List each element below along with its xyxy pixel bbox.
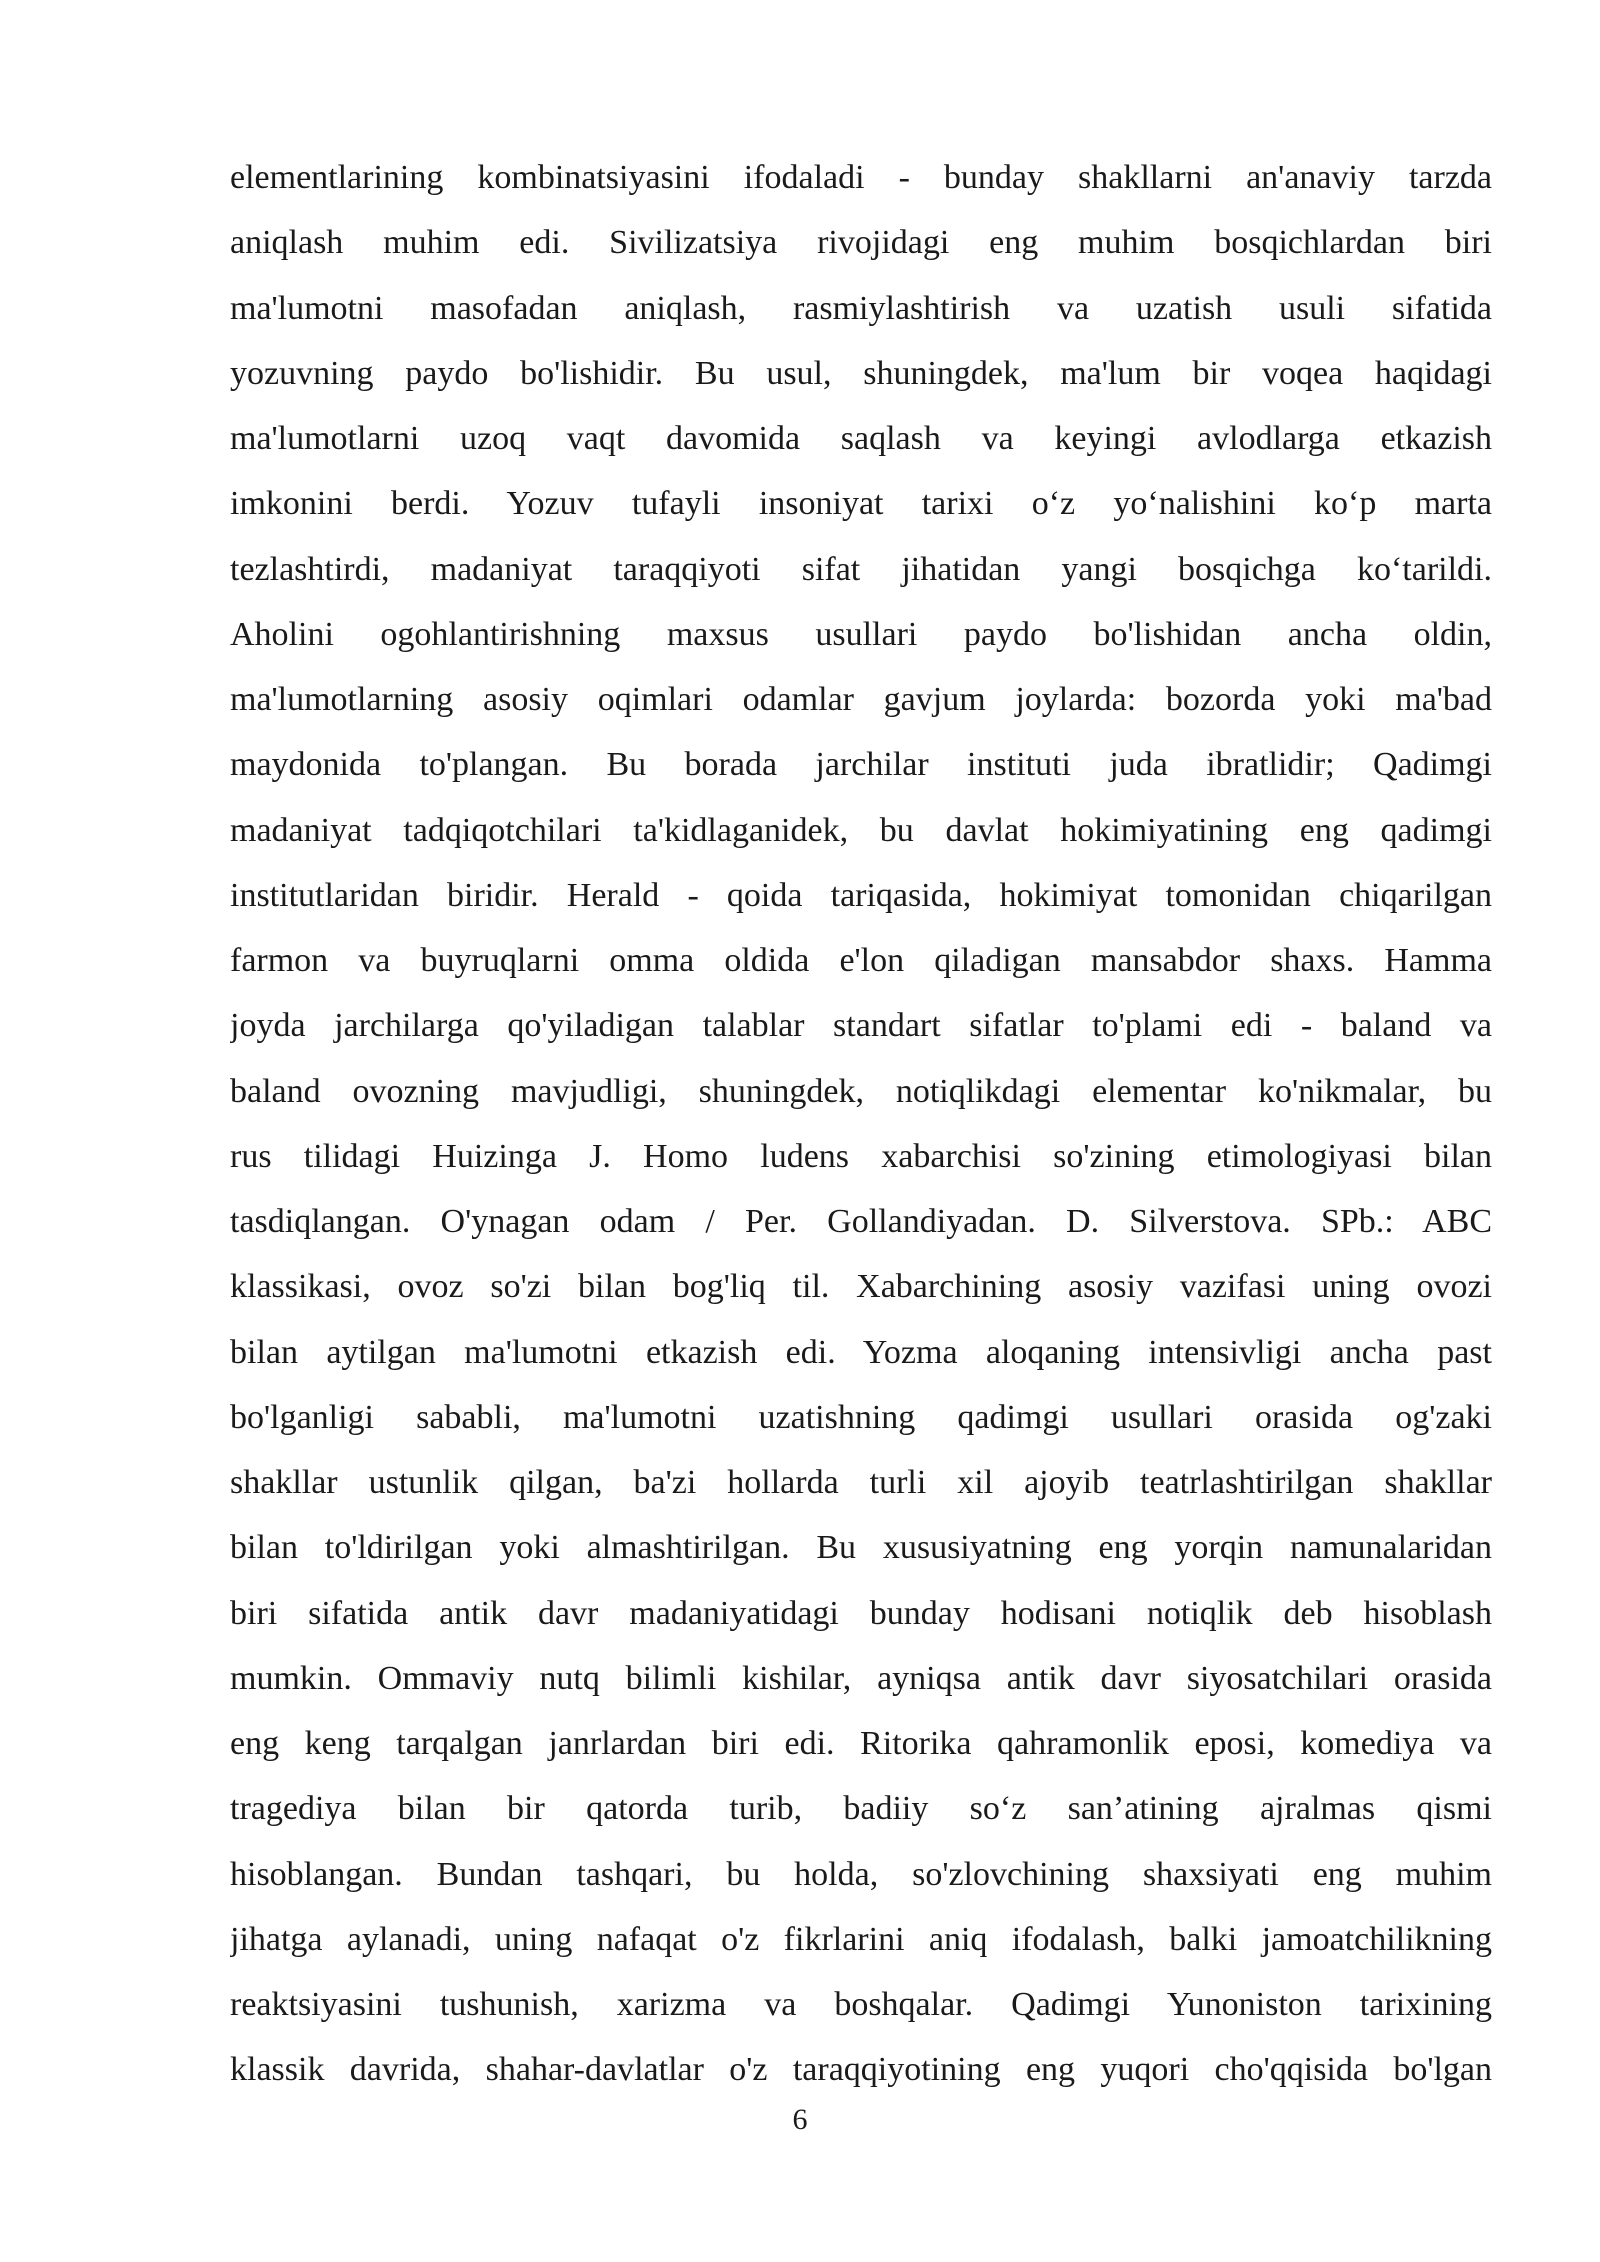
text-line: biri sifatida antik davr madaniyatidagi bunday hodisani notiqlik deb hisoblash (230, 1594, 1492, 1632)
text-line: Aholini ogohlantirishning maxsus usullari paydo bo'lishidan ancha oldin, (230, 615, 1492, 653)
text-line: eng keng tarqalgan janrlardan biri edi. Ritorika qahramonlik eposi, komediya va (230, 1725, 1492, 1762)
text-line: klassik davrida, shahar-davlatlar o'z taraqqiyotining eng yuqori cho'qqisida bo'lgan (230, 2051, 1492, 2089)
text-line: farmon va buyruqlarni omma oldida e'lon qiladigan mansabdor shaxs. Hamma (230, 942, 1492, 979)
text-line: shakllar ustunlik qilgan, ba'zi hollarda turli xil ajoyib teatrlashtirilgan shakllar (230, 1464, 1492, 1501)
text-line: rus tilidagi Huizinga J. Homo ludens xabarchisi so'zining etimologiyasi bilan (230, 1137, 1492, 1175)
text-line: ma'lumotlarni uzoq vaqt davomida saqlash va keyingi avlodlarga etkazish (230, 420, 1492, 457)
text-line: jihatga aylanadi, uning nafaqat o'z fikrlarini aniq ifodalash, balki jamoatchilikning (230, 1920, 1492, 1958)
text-line: bilan to'ldirilgan yoki almashtirilgan. Bu xususiyatning eng yorqin namunalaridan (230, 1529, 1492, 1567)
text-line: tragediya bilan bir qatorda turib, badiiy so‘z san’atining ajralmas qismi (230, 1790, 1492, 1828)
text-line: institutlaridan biridir. Herald - qoida tariqasida, hokimiyat tomonidan chiqarilgan (230, 876, 1492, 914)
text-line: imkonini berdi. Yozuv tufayli insoniyat tarixi o‘z yo‘nalishini ko‘p marta (230, 485, 1492, 523)
text-line: joyda jarchilarga qo'yiladigan talablar standart sifatlar to'plami edi - baland va (230, 1007, 1492, 1045)
text-line: yozuvning paydo bo'lishidir. Bu usul, shuningdek, ma'lum bir voqea haqidagi (230, 354, 1492, 392)
text-line: bo'lganligi sababli, ma'lumotni uzatishning qadimgi usullari orasida og'zaki (230, 1398, 1492, 1436)
text-line: mumkin. Ommaviy nutq bilimli kishilar, ayniqsa antik davr siyosatchilari orasida (230, 1659, 1492, 1697)
text-line: elementlarining kombinatsiyasini ifodaladi - bunday shakllarni an'anaviy tarzda (230, 159, 1492, 196)
text-line: reaktsiyasini tushunish, xarizma va boshqalar. Qadimgi Yunoniston tarixining (230, 1986, 1492, 2023)
text-line: baland ovozning mavjudligi, shuningdek, notiqlikdagi elementar ko'nikmalar, bu (230, 1072, 1492, 1110)
text-line: hisoblangan. Bundan tashqari, bu holda, so'zlovchining shaxsiyati eng muhim (230, 1855, 1492, 1893)
text-line: aniqlash muhim edi. Sivilizatsiya rivojidagi eng muhim bosqichlardan biri (230, 224, 1492, 262)
text-line: klassikasi, ovoz so'zi bilan bog'liq til. Xabarchining asosiy vazifasi uning ovozi (230, 1268, 1492, 1306)
text-line: ma'lumotni masofadan aniqlash, rasmiylashtirish va uzatish usuli sifatida (230, 289, 1492, 327)
page-number: 6 (792, 2103, 808, 2136)
body-text (230, 145, 1492, 2103)
text-line: tezlashtirdi, madaniyat taraqqiyoti sifat jihatidan yangi bosqichga ko‘tarildi. (230, 550, 1492, 588)
text-line: ma'lumotlarning asosiy oqimlari odamlar gavjum joylarda: bozorda yoki ma'bad (230, 681, 1492, 718)
text-line: bilan aytilgan ma'lumotni etkazish edi. Yozma aloqaning intensivligi ancha past (230, 1333, 1492, 1371)
text-line: madaniyat tadqiqotchilari ta'kidlaganidek, bu davlat hokimiyatining eng qadimgi (230, 811, 1492, 849)
text-line: maydonida to'plangan. Bu borada jarchilar instituti juda ibratlidir; Qadimgi (230, 746, 1492, 784)
text-line: tasdiqlangan. O'ynagan odam / Per. Gollandiyadan. D. Silverstova. SPb.: ABC (230, 1203, 1492, 1240)
